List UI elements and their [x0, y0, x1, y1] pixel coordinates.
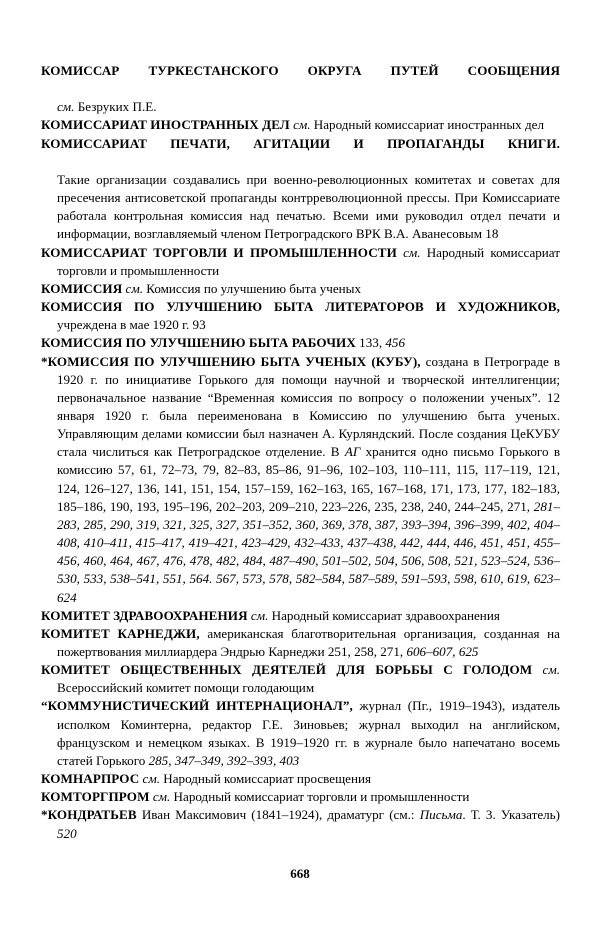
entry-body: журнал (Пг., 1919–1943), издатель исполком Коминтерна, редактор Г.Е. Зиновьев; журнал выходил на английском, французском и немецком языках. В 1919–1920 гг. в журнале было напечатано восемь статей Горького	[57, 698, 560, 768]
entry-headword: КОМИССИЯ ПО УЛУЧШЕНИЮ БЫТА ЛИТЕРАТОРОВ И ХУДОЖНИКОВ,	[41, 299, 560, 315]
page-folio-number: 668	[290, 866, 310, 881]
index-entry	[41, 697, 560, 770]
see-marker: см.	[403, 244, 421, 260]
see-marker: см.	[152, 789, 171, 805]
index-entry	[41, 244, 560, 280]
entry-headword: КОМИССАРИАТ ПЕЧАТИ, АГИТАЦИИ И ПРОПАГАНДЫ КНИГИ.	[41, 135, 560, 151]
see-marker: см.	[125, 280, 143, 296]
entry-body: учреждена в мае 1920 г.	[57, 317, 190, 333]
entry-headword: *КОМИССИЯ ПО УЛУЧШЕНИЮ БЫТА УЧЕНЫХ (КУБУ),	[41, 353, 421, 369]
entry-headword: КОМТОРГПРОМ	[41, 789, 150, 805]
entry-refs-roman: 251, 258, 271,	[324, 644, 404, 659]
entry-refs-italic: 456	[382, 335, 406, 351]
entry-refs-italic: 606–607, 625	[403, 644, 479, 659]
index-entry	[41, 661, 560, 697]
entry-body: Народный комиссариат торговли и промышленности	[57, 244, 561, 278]
index-entry	[41, 334, 560, 352]
entry-body: Народный комиссариат здравоохранения	[268, 607, 500, 623]
entry-headword: *КОНДРАТЬЕВ	[41, 807, 137, 823]
entry-body-part1: Иван Максимович (1841–1924), драматург (см.:	[136, 807, 420, 823]
entry-body: Безруких П.Е.	[74, 99, 157, 115]
index-entry	[41, 135, 560, 244]
entry-headword: КОМИССАРИАТ ИНОСТРАННЫХ ДЕЛ	[41, 117, 290, 133]
index-entry	[41, 770, 560, 788]
entry-refs: 93	[189, 317, 206, 333]
entry-headword: КОМИТЕТ КАРНЕДЖИ,	[41, 625, 200, 641]
index-entry-list	[41, 62, 560, 843]
entry-body: Всероссийский комитет помощи голодающим	[57, 680, 315, 696]
see-marker: см.	[542, 662, 560, 678]
entry-italic-title: Письма	[419, 807, 463, 823]
entry-body-part1: создана в Петрограде в 1920 г. по инициативе Горького для помощи научной и творческой интеллигенции; первоначальное название “Временная комиссия по вопросу о положении ученых”. 12 января 1920 г. была переименована в Комиссию по улучшению быта ученых. Управляющим делами комиссии был назначен А. Курляндский. После создания ЦеКУБУ стала числиться как Петроградское отделение. В	[57, 353, 560, 460]
entry-body: Народный комиссариат просвещения	[160, 771, 371, 787]
entry-headword: КОМИТЕТ ЗДРАВООХРАНЕНИЯ	[41, 607, 248, 623]
entry-headword: КОМИССАР ТУРКЕСТАНСКОГО ОКРУГА ПУТЕЙ СООБЩЕНИЯ	[41, 63, 560, 78]
entry-refs-italic: 520	[57, 825, 77, 841]
entry-italic-abbrev: АГ	[344, 444, 361, 460]
entry-refs-roman: 133,	[355, 335, 383, 351]
entry-body-part2: . Т. 3. Указатель)	[462, 807, 560, 823]
entry-headword: КОМНАРПРОС	[41, 771, 140, 787]
entry-body: американская благотворительная организация, созданная на пожертвования миллиардера Эндрью Карнеджи	[57, 625, 560, 659]
entry-headword: “КОММУНИСТИЧЕСКИЙ ИНТЕРНАЦИОНАЛ”,	[41, 698, 353, 714]
index-entry	[41, 788, 560, 806]
index-entry	[41, 607, 560, 625]
index-entry	[41, 353, 560, 607]
entry-body: Комиссия по улучшению быта ученых	[142, 280, 362, 296]
entry-headword: КОМИССАРИАТ ТОРГОВЛИ И ПРОМЫШЛЕННОСТИ	[41, 244, 397, 260]
entry-refs-italic: 281–283, 285, 290, 319, 321, 325, 327, 351–352, 360, 369, 378, 387, 393–394, 396–399, 402, 404–408, 410–411, 415–417, 419–421, 423–429, 432–433, 437–438, 442, 444, 446, 451, 451, 455–456, 460, 464, 467, 476, 478, 482, 484, 487–490, 501–502, 504, 506, 508, 521, 523–524, 536–530, 533, 538–541, 551, 564. 567, 573, 578, 582–584, 587–589, 591–593, 598, 610, 619, 623–624	[57, 498, 560, 605]
index-entry	[41, 625, 560, 661]
see-marker: см.	[250, 607, 269, 623]
entry-headword: КОМИТЕТ ОБЩЕСТВЕННЫХ ДЕЯТЕЛЕЙ ДЛЯ БОРЬБЫ С ГОЛОДОМ	[41, 662, 533, 678]
see-marker: см.	[142, 771, 160, 787]
entry-body-part2: хранится одно письмо Горького в комиссию	[57, 444, 560, 478]
see-marker: см.	[293, 117, 311, 133]
entry-refs-italic: 285, 347–349, 392–393, 403	[145, 752, 300, 768]
index-entry	[41, 62, 560, 116]
index-entry	[41, 806, 560, 842]
index-entry	[41, 116, 560, 134]
entry-body: Народный комиссариат иностранных дел	[310, 117, 545, 133]
index-entry	[41, 298, 560, 334]
entry-headword: КОМИССИЯ ПО УЛУЧШЕНИЮ БЫТА РАБОЧИХ	[41, 335, 356, 351]
index-entry	[41, 280, 560, 298]
entry-refs: 18	[482, 226, 499, 242]
see-marker: см.	[57, 99, 75, 115]
entry-body: Народный комиссариат торговли и промышленности	[170, 789, 470, 805]
entry-refs-roman: 57, 61, 72–73, 79, 82–83, 85–86, 91–96, 102–103, 110–111, 115, 117–119, 121, 124, 126–127, 136, 141, 151, 154, 157–159, 162–163, 165, 167–168, 171, 173, 177, 182–183, 185–186, 190, 193, 195–196, 202–203, 209–210, 223–226, 235, 238, 240, 244–245, 271,	[57, 462, 560, 514]
entry-body: Такие организации создавались при военно-революционных комитетах и советах для пресечения антисоветской пропаганды контрреволюционной прессы. При Комиссариате работала контрольная комиссия над печатью. Всеми ими руководил отдел печати и информации, возглавляемый членом Петроградского ВРК В.А. Аванесовым	[57, 171, 560, 242]
entry-headword: КОМИССИЯ	[41, 280, 123, 296]
